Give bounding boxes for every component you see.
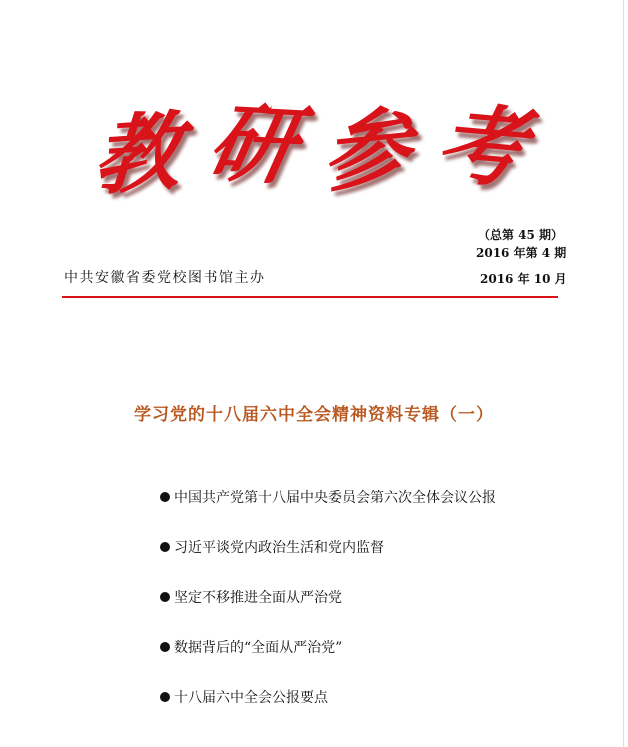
masthead-char: 研 — [199, 91, 305, 197]
publisher: 中共安徽省委党校图书馆主办 — [64, 270, 266, 286]
bullet-icon — [160, 542, 170, 552]
contents-item[interactable] — [160, 684, 496, 709]
contents-item-label: 习近平谈党内政治生活和党内监督 — [174, 539, 384, 556]
bullet-icon — [160, 692, 170, 702]
issue-number: 2016 年第 4 期 — [476, 246, 567, 260]
contents-item-label: 中国共产党第十八届中央委员会第六次全体会议公报 — [174, 489, 496, 506]
issue-total: （总第 45 期） — [478, 228, 564, 242]
contents-item[interactable] — [160, 484, 496, 509]
contents-item-label: 十八届六中全会公报要点 — [174, 689, 328, 706]
bullet-icon — [160, 492, 170, 502]
special-title: 学习党的十八届六中全会精神资料专辑（一） — [134, 405, 494, 425]
issue-date: 2016 年 10 月 — [480, 272, 567, 286]
page-edge-line — [623, 0, 624, 747]
contents-list — [160, 484, 496, 734]
bullet-icon — [160, 642, 170, 652]
header-divider — [62, 296, 558, 298]
contents-item[interactable] — [160, 634, 496, 659]
contents-item[interactable] — [160, 534, 496, 559]
contents-item-label: 坚定不移推进全面从严治党 — [174, 589, 342, 606]
masthead-char: 考 — [426, 91, 535, 201]
masthead-char: 教 — [90, 100, 184, 208]
contents-item[interactable] — [160, 584, 496, 609]
contents-item-label: 数据背后的“全面从严治党” — [174, 639, 343, 656]
masthead-logo — [90, 78, 535, 208]
masthead-char: 参 — [321, 95, 413, 205]
masthead-title — [86, 78, 535, 208]
bullet-icon — [160, 592, 170, 602]
